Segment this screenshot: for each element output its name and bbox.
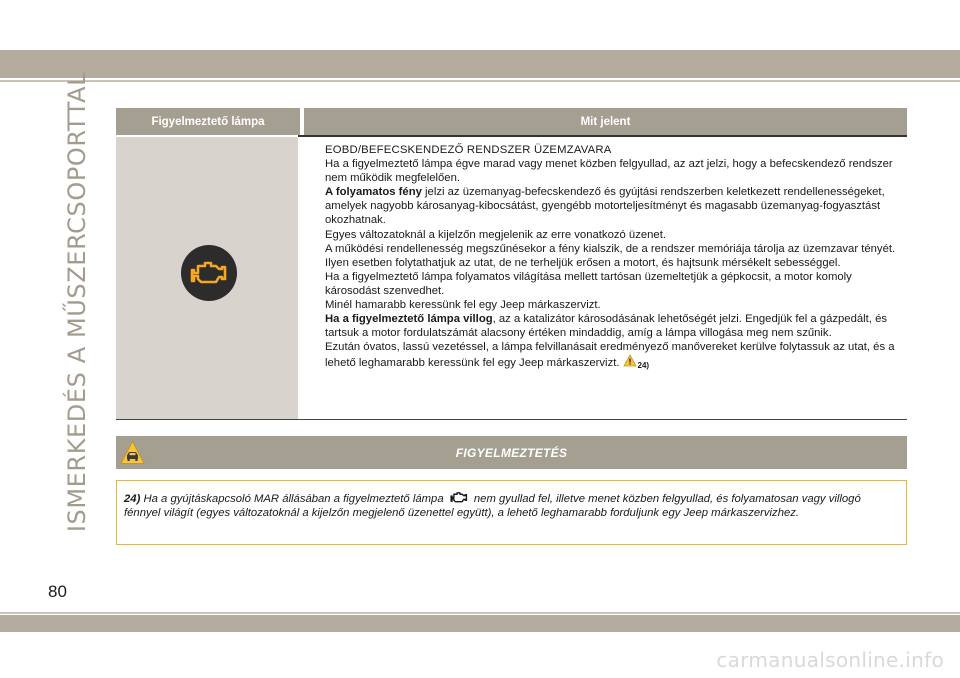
- description-paragraph: Ha a figyelmeztető lámpa égve marad vagy menet közben felgyullad, az azt jelzi, hogy a befecskendező rendszer nem működik megfelelően.: [325, 158, 893, 185]
- page-number: 80: [48, 582, 67, 601]
- description-paragraph: Minél hamarabb keressünk fel egy Jeep márkaszervizt.: [325, 299, 601, 312]
- engine-check-icon: [189, 259, 229, 287]
- warning-title: FIGYELMEZTETÉS: [455, 445, 568, 460]
- warning-lamp-table: [116, 108, 907, 420]
- section-title-vertical: [57, 71, 97, 533]
- warning-header-bar: [116, 436, 907, 469]
- reference-number: 24): [637, 361, 650, 371]
- description-paragraph: Ha a figyelmeztető lámpa villog, az a katalizátor károsodásának lehetőségét jelzi. Engedjük fel a gázpedált, és tartsuk a motor fordulatszámát alacsony értéken mindaddig, amíg a lámpa villogása meg nem szűnik.: [325, 313, 888, 340]
- warning-text: 24) Ha a gyújtáskapcsoló MAR állásában a figyelmeztető lámpa nem gyullad fel, illetve menet közben felgyullad, és folyamatosan vagy villogó fénnyel világít (egyes változatoknál a kijelzőn megjelenő üzenettel együtt), a lehető leghamarabb forduljunk egy Jeep márkaszervizhez.: [124, 493, 861, 519]
- column-header-lamp: Figyelmeztető lámpa: [116, 108, 300, 135]
- warning-box: [116, 480, 907, 545]
- lamp-icon-cell: [116, 137, 298, 420]
- table-bottom-rule: [116, 419, 907, 420]
- description-paragraph: Egyes változatoknál a kijelzőn megjelenik az erre vonatkozó üzenet.: [325, 228, 666, 241]
- bottom-divider: [0, 612, 960, 614]
- top-decorative-band: [0, 50, 960, 78]
- warning-triangle-icon: [623, 354, 637, 367]
- description-paragraph: Ha a figyelmeztető lámpa folyamatos világítása mellett tartósan üzemeltetjük a gépkocsit, a motor komoly károsodást szenvedhet.: [325, 270, 852, 297]
- description-paragraph: Ezután óvatos, lassú vezetéssel, a lámpa felvillanásait eredményező manővereket kerülve folytassuk az utat, és a lehető leghamarabb keressünk fel egy Jeep márkaszervizt. 24): [325, 341, 895, 371]
- column-header-meaning: Mit jelent: [304, 108, 907, 135]
- table-header-row: [116, 108, 907, 135]
- lamp-description: [325, 143, 900, 374]
- description-paragraph: A működési rendellenesség megszűnésekor a fény kialszik, de a rendszer memóriája tárolja az üzemzavar tényét.: [325, 242, 896, 255]
- engine-check-badge: [181, 245, 237, 301]
- description-paragraph: A folyamatos fény jelzi az üzemanyag-befecskendező és gyújtási rendszerben keletkezett rendellenességeket, amelyek nagyobb károsanyag-kibocsátást, gyengébb motorteljesítményt és magasabb üzemanyag-fogyasztást okozhatnak.: [325, 186, 885, 227]
- steady-light-label: A folyamatos fény: [325, 186, 422, 199]
- description-heading: EOBD/BEFECSKENDEZŐ RENDSZER ÜZEMZAVARA: [325, 144, 612, 156]
- header-rule: [298, 135, 907, 137]
- warning-reference: 24): [124, 493, 141, 505]
- blinking-light-label: Ha a figyelmeztető lámpa villog: [325, 313, 493, 326]
- engine-check-icon: [448, 491, 470, 504]
- bottom-decorative-band: [0, 615, 960, 632]
- watermark: carmanualsonline.info: [716, 648, 944, 672]
- top-divider: [0, 80, 960, 82]
- description-paragraph: Ilyen esetben folytathatjuk az utat, de ne terheljük erősen a motort, és hajtsunk mérsékelt sebességgel.: [325, 256, 841, 269]
- section-title-text: ISMERKEDÉS A MŰSZERCSOPORTTAL: [63, 71, 91, 533]
